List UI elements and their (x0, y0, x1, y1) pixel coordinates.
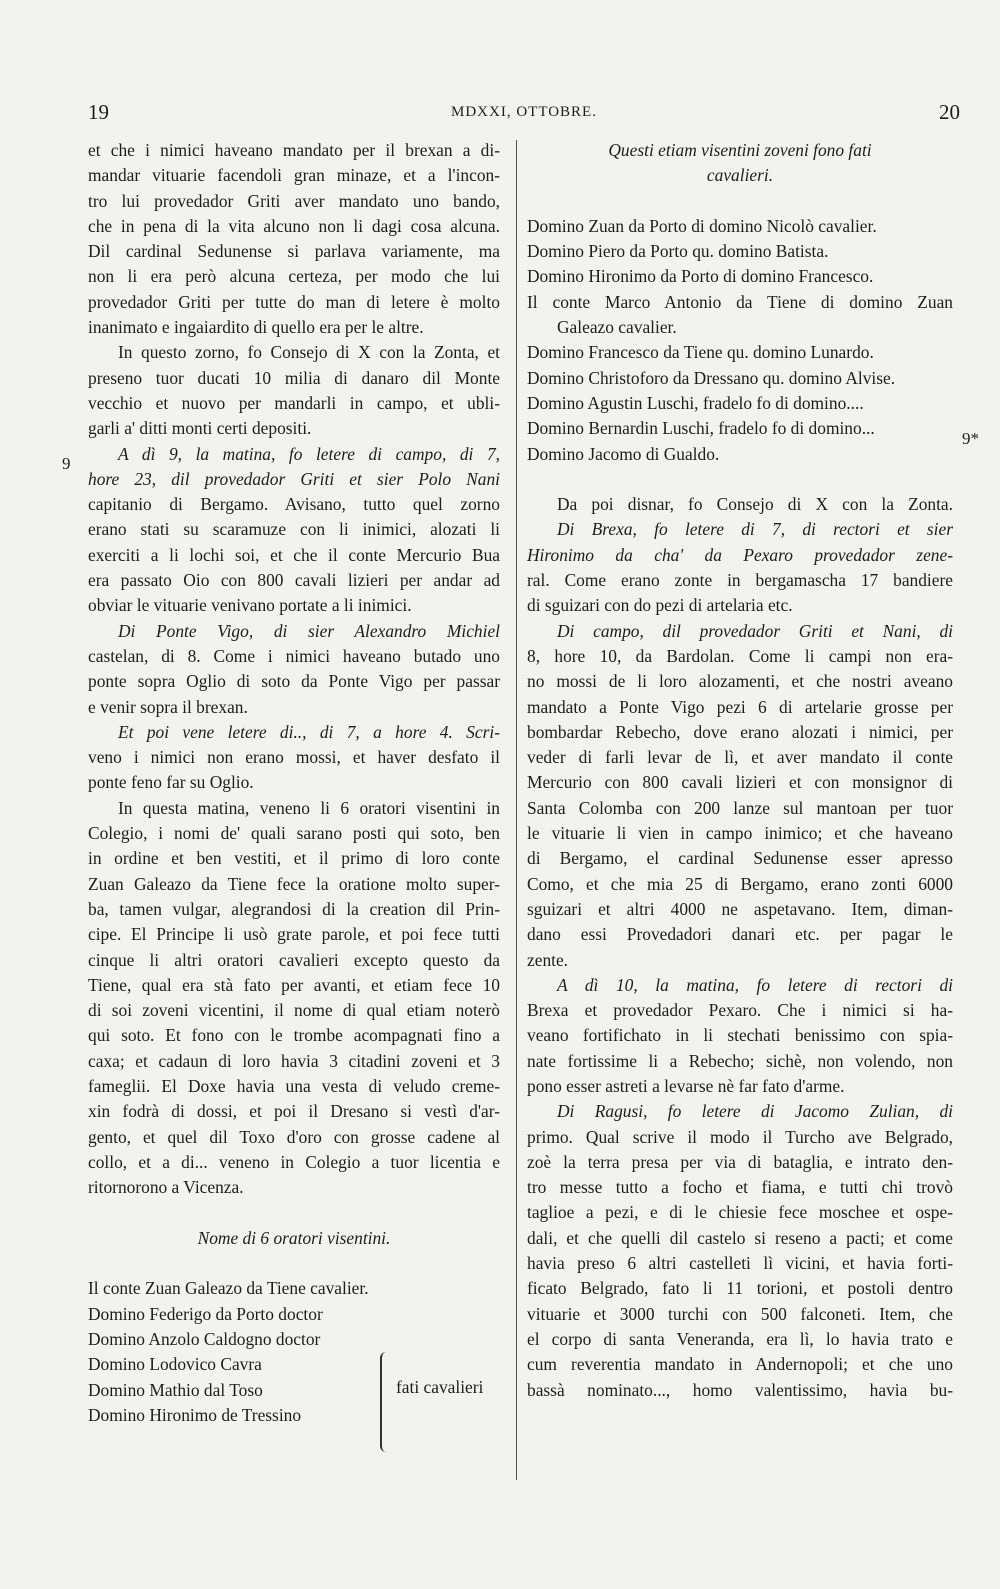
left-text-line: veno i nimici non erano mossi, et haver desfato il (88, 747, 500, 768)
right-text-line: Domino Zuan da Porto di domino Nicolò cavalier. (527, 215, 877, 236)
left-text-line: non li era però alcuna certeza, per modo che lui (88, 266, 500, 287)
right-text-line: dano essi Provedadori danari etc. per pagar le (527, 924, 953, 945)
right-text-line: A dì 10, la matina, fo letere di rectori di (557, 974, 953, 995)
brace-label: fati cavalieri (396, 1377, 484, 1397)
left-text-line: Dil cardinal Sedunense si parlava variamente, ma (88, 241, 500, 262)
left-text-line: e venir sopra il brexan. (88, 696, 248, 717)
right-text-line: mandato a Ponte Vigo pezi 6 di artelarie grosse per (527, 696, 953, 717)
right-text-line: Domino Bernardin Luschi, fradelo fo di domino... (527, 418, 875, 439)
left-text-line: mandar vituarie facendoli gran minaze, et a l'incon- (88, 165, 500, 186)
left-text-line: Il conte Zuan Galeazo da Tiene cavalier. (88, 1278, 369, 1299)
page-header (88, 100, 960, 130)
left-text-line: exerciti a li lochi soi, et che il conte Mercurio Bua (88, 544, 500, 565)
right-text-line: Domino Piero da Porto qu. domino Batista. (527, 241, 829, 262)
right-text-line: bassà nominato..., homo valentissimo, havia bu- (527, 1379, 953, 1400)
right-text-line: cum reverentia mandato in Andernopoli; et che uno (527, 1354, 953, 1375)
right-page-number: 20 (939, 100, 960, 124)
right-text-line: Di campo, dil provedador Griti et Nani, di (557, 620, 953, 641)
right-text-line: Il conte Marco Antonio da Tiene di domino Zuan (527, 291, 953, 312)
left-text-line: Colegio, i nomi de' quali sarano posti qui soto, ben (88, 823, 500, 844)
right-text-line: dali, et che quelli dil castelo si reseno a pacti; et come (527, 1227, 953, 1248)
left-text-line: tro lui provedador Griti aver mandato uno bando, (88, 190, 500, 211)
left-text-line: ba, tamen vulgar, alegrandosi di la creation dil Prin- (88, 898, 500, 919)
right-text-line: 8, hore 10, da Bardolan. Come li campi non era- (527, 645, 953, 666)
right-text-line: Di Ragusi, fo letere di Jacomo Zulian, di (557, 1101, 953, 1122)
right-text-line: Como, et che mia 25 di Bergamo, erano zonti 6000 (527, 873, 953, 894)
right-text-line: nate fortissime li a Rebecho; sichè, non volendo, non (527, 1050, 953, 1071)
left-text-line: qui soto. Et fono con le trombe acompagnati fino a (88, 1025, 500, 1046)
right-text-line: Domino Francesco da Tiene qu. domino Lunardo. (527, 342, 874, 363)
right-text-line: Questi etiam visentini zoveni fono fati (608, 140, 872, 160)
right-text-line: Domino Jacomo di Gualdo. (527, 443, 720, 464)
right-text-line: Santa Colomba con 200 lanze sul mantoan per tuor (527, 797, 953, 818)
left-text-line: obviar le vituarie venivano portate a li inimici. (88, 595, 412, 616)
left-page-number: 19 (88, 100, 109, 124)
right-text-line: cavalieri. (706, 165, 774, 186)
left-text-line: in ordine et ben vestiti, et il primo di loro conte (88, 848, 500, 869)
left-column (88, 138, 500, 1428)
right-text-line: havia preso 6 altri castelleti lì vicini, et havia forti- (527, 1253, 953, 1274)
left-text-line: Domino Anzolo Caldogno doctor (88, 1328, 321, 1349)
right-text-line: no mossi de li loro alozamenti, et che nostri aveano (527, 671, 953, 692)
left-text-line: Domino Lodovico Cavra (88, 1354, 262, 1375)
left-text-line: di soi zoveni vicentini, il nome di qual etiam noterò (88, 1000, 500, 1021)
left-text-line: caxa; et cadaun di loro havia 3 citadini zoveni et 3 (88, 1050, 500, 1071)
brace-bracket (380, 1352, 392, 1452)
left-text-line: era passato Oio con 800 cavali lizieri per andar ad (88, 570, 500, 591)
left-text-line: Domino Mathio dal Toso (88, 1379, 263, 1400)
left-text-line: Nome di 6 oratori visentini. (197, 1227, 391, 1248)
left-text-line: capitanio di Bergamo. Avisano, tutto quel zorno (88, 494, 500, 515)
left-text-line: hore 23, dil provedador Griti et sier Polo Nani (88, 468, 500, 489)
left-text-line: Tiene, qual era stà fato per avanti, et etiam fece 10 (88, 974, 500, 995)
right-text-line: Brexa et provedador Pexaro. Che i nimici si ha- (527, 1000, 953, 1021)
right-text-line: el corpo di santa Veneranda, era lì, lo havia trato e (527, 1328, 953, 1349)
left-text-line: Di Ponte Vigo, di sier Alexandro Michiel (118, 620, 500, 641)
right-text-line: zoè la terra presa per via di bataglia, e intrato den- (527, 1151, 953, 1172)
left-text-line: garli a' ditti monti certi depositi. (88, 418, 312, 439)
left-text-line: che in pena di la vita alcuno non li dagi cosa alcuna. (88, 215, 500, 236)
right-text-line: zente. (527, 949, 569, 970)
left-text-line: xin fodrà di dossi, et poi il Dresano si vestì d'ar- (88, 1101, 500, 1122)
left-text-line: Et poi vene letere di.., di 7, a hore 4. Scri- (118, 721, 500, 742)
right-text-line: taglioe a pezi, e di le chiesie fece moschee et ospe- (527, 1202, 953, 1223)
right-text-line: vituarie et 3000 turchi con 500 falconeti. Item, che (527, 1303, 953, 1324)
right-text-line: Domino Hironimo da Porto di domino Francesco. (527, 266, 874, 287)
left-text-line: ponte sopra Oglio di soto da Ponte Vigo per passar (88, 671, 500, 692)
running-title: MDXXI, OTTOBRE. (451, 104, 597, 120)
right-text-line: pono esser astreti a levarse nè far fato d'arme. (527, 1075, 845, 1096)
right-text-line: Di Brexa, fo letere di 7, di rectori et sier (557, 519, 953, 540)
right-text-line: veano fortifichato in li stechati benissimo con spia- (527, 1025, 953, 1046)
left-text-line: vecchio et nuovo per mandarli in campo, et ubli- (88, 392, 500, 413)
left-text-line: erano stati su scaramuze con li inimici, alozati li (88, 519, 500, 540)
left-text-line: cipe. El Principe li usò grate parole, et poi fece tutti (88, 924, 500, 945)
left-text-line: ritornorono a Vicenza. (88, 1177, 244, 1198)
right-text-line: bombardar Rebecho, dove erano alozati i nimici, per (527, 721, 953, 742)
left-text-line: In questa matina, veneno li 6 oratori visentini in (118, 797, 500, 818)
left-margin-number: 9 (62, 454, 71, 473)
right-column (527, 138, 953, 1403)
left-text-line: Zuan Galeazo da Tiene fece la oratione molto super- (88, 873, 500, 894)
left-text-line: Domino Federigo da Porto doctor (88, 1303, 323, 1324)
left-text-line: preseno tuor ducati 10 milia di danaro dil Monte (88, 367, 500, 388)
right-text-line: Da poi disnar, fo Consejo di X con la Zonta. (557, 494, 953, 515)
left-text-line: provedador Griti per tutte do man di letere è molto (88, 291, 500, 312)
left-text-line: Domino Hironimo de Tressino (88, 1404, 302, 1425)
left-text-line: castelan, di 8. Come i nimici haveano butado uno (88, 645, 500, 666)
right-text-line: tro messe tutto a focho et fiama, e tutti chi trovò (527, 1177, 953, 1198)
right-text-line: ficato Belgrado, fato li 11 torioni, et postoli dentro (527, 1278, 953, 1299)
left-text-line: gento, et quel dil Toxo d'oro con grosse cadene al (88, 1126, 500, 1147)
blank-line (527, 189, 953, 214)
blank-line (88, 1200, 500, 1225)
blank-line (88, 1251, 500, 1276)
right-text-line: veder di farli levar de lì, et aver mandato il conte (527, 747, 953, 768)
left-text-line: In questo zorno, fo Consejo di X con la Zonta, et (118, 342, 500, 363)
right-text-line: sguizari et altri 4000 ne aspetavano. Item, diman- (527, 898, 953, 919)
right-text-line: Domino Christoforo da Dressano qu. domino Alvise. (527, 367, 896, 388)
left-text-line: cinque li altri oratori cavalieri excepto questo da (88, 949, 500, 970)
left-text-line: et che i nimici haveano mandato per il brexan a di- (88, 140, 500, 160)
right-text-line: Mercurio con 800 cavali lizieri et con monsignor di (527, 772, 953, 793)
right-text-line: Domino Agustin Luschi, fradelo fo di domino.... (527, 392, 864, 413)
column-divider (516, 140, 517, 1480)
right-text-line: Hironimo da cha' da Pexaro provedador zene- (527, 544, 953, 565)
right-text-line: di Bergamo, el cardinal Sedunense esser apresso (527, 848, 953, 869)
left-text-line: ponte feno far su Oglio. (88, 772, 254, 793)
right-text-line: le vituarie li vien in campo inimico; et che haveano (527, 823, 953, 844)
blank-line (527, 467, 953, 492)
right-text-line: ral. Come erano zonte in bergamascha 17 bandiere (527, 570, 953, 591)
right-text-line: Galeazo cavalier. (557, 317, 677, 338)
right-text-line: di sguizari con do pezi di artelaria etc. (527, 595, 793, 616)
left-text-line: collo, et a di... veneno in Colegio a tuor licentia e (88, 1151, 500, 1172)
left-text-line: A dì 9, la matina, fo letere di campo, di 7, (118, 443, 500, 464)
left-text-line: inanimato e ingaiardito di quello era per le altre. (88, 317, 424, 338)
right-text-line: primo. Qual scrive il modo il Turcho ave Belgrado, (527, 1126, 953, 1147)
left-text-line: fameglii. El Doxe havia una vesta di veludo creme- (88, 1075, 500, 1096)
right-margin-number: 9* (962, 429, 979, 448)
